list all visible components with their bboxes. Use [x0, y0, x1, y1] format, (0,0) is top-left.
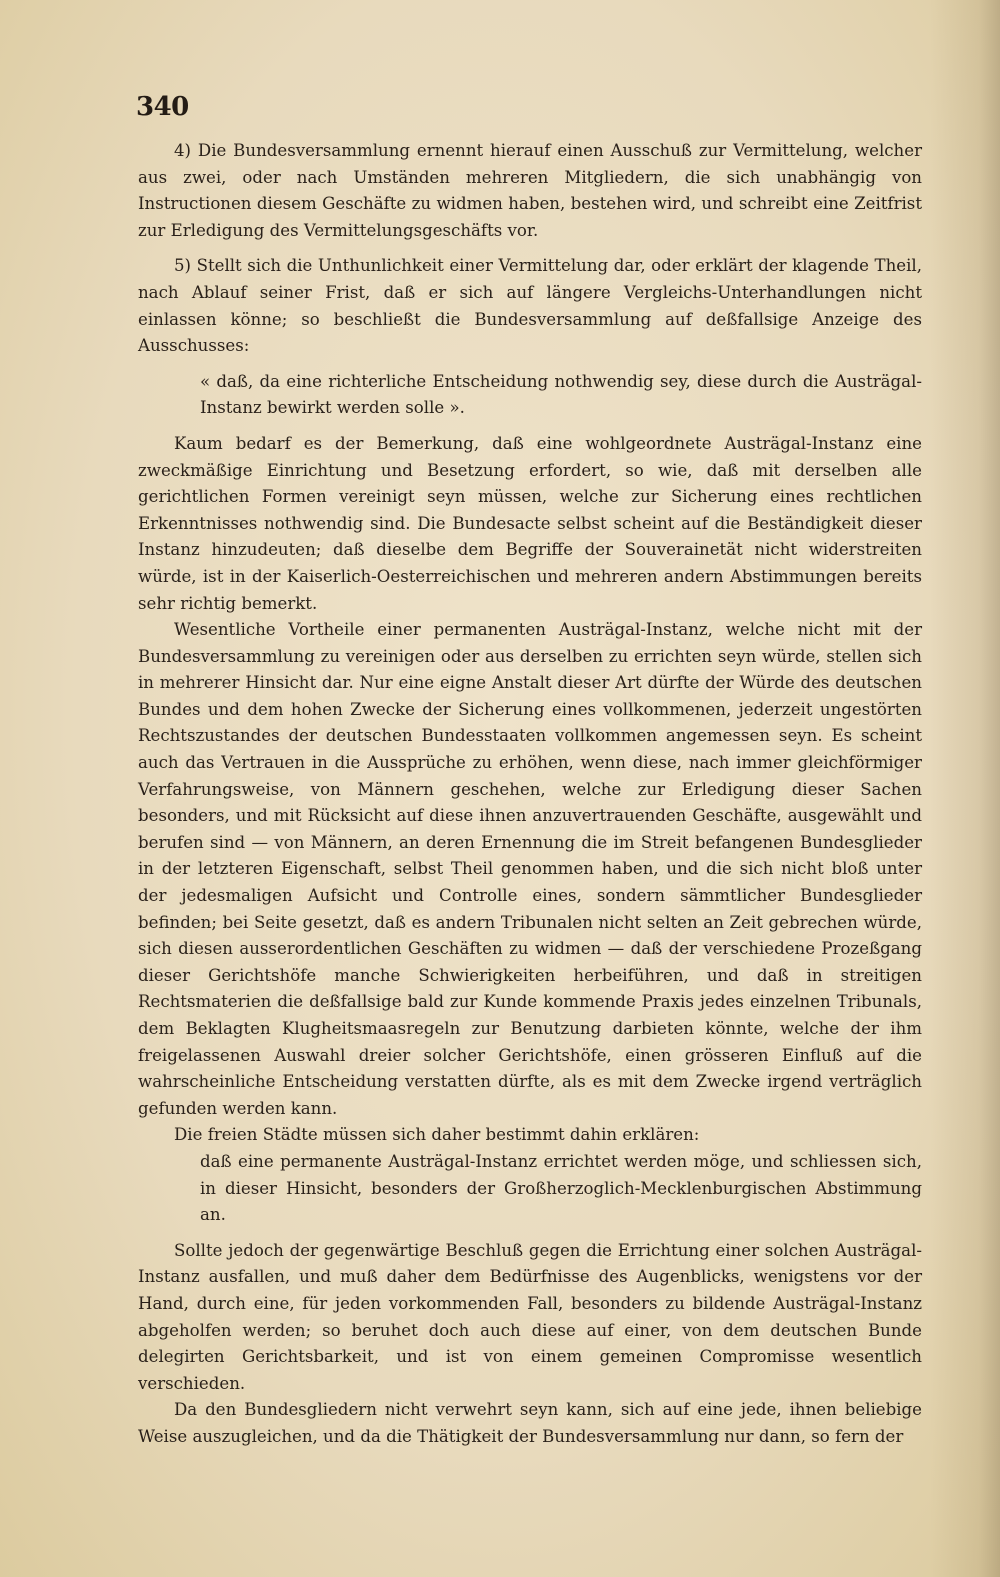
page-number: 340	[136, 92, 189, 122]
paragraph-remark: Kaum bedarf es der Bemerkung, daß eine wohlgeordnete Austrägal-Instanz eine zweckmäßige Einrichtung und Besetzung erfordert, so wie, daß mit derselben alle gerichtlichen Formen vereinigt seyn müssen, welche zur Sicherung eines rechtlichen Erkenntnisses nothwendig sind. Die Bundesacte selbst scheint auf die Beständigkeit dieser Instanz hinzudeuten; daß dieselbe dem Begriffe der Souverainetät nicht widerstreiten würde, ist in der Kaiserlich-Oesterreichischen und mehreren andern Abstimmungen bereits sehr richtig bemerkt.	[138, 433, 922, 613]
paragraph-item-4: 4) Die Bundesversammlung ernennt hierauf einen Ausschuß zur Vermittelung, welcher aus zwei, oder nach Umständen mehreren Mitgliedern, die sich unabhängig von Instructionen diesem Geschäfte zu widmen haben, bestehen wird, und schreibt eine Zeitfrist zur Erledigung des Vermittelungsgeschäfts vor.	[138, 141, 922, 240]
paragraph-alternative: Sollte jedoch der gegenwärtige Beschluß gegen die Errichtung einer solchen Austrägal-Instanz ausfallen, und muß daher dem Bedürfnisse des Augenblicks, wenigstens vor der Hand, durch eine, für jeden vorkommenden Fall, besonders zu bildende Austrägal-Instanz abgeholfen werden; so beruhet doch auch diese auf einer, von dem deutschen Bunde delegirten Gerichtsbarkeit, und ist von einem gemeinen Compromisse wesentlich verschieden.	[138, 1240, 922, 1393]
quoted-declaration: daß eine permanente Austrägal-Instanz errichtet werden möge, und schliessen sich, in dieser Hinsicht, besonders der Großherzoglich-Mecklenburgischen Abstimmung an.	[200, 1151, 922, 1225]
paragraph-item-5: 5) Stellt sich die Unthunlichkeit einer Vermittelung dar, oder erklärt der klagende Theil, nach Ablauf seiner Frist, daß er sich auf längere Vergleichs-Unterhandlungen nicht einlassen könne; so beschließt die Bundesversammlung auf deßfallsige Anzeige des Ausschusses:	[138, 256, 922, 356]
paragraph-declaration: Die freien Städte müssen sich daher bestimmt dahin erklären:	[174, 1125, 700, 1145]
paragraph-advantages: Wesentliche Vortheile einer permanenten Austrägal-Instanz, welche nicht mit der Bundesversammlung zu vereinigen oder aus derselben zu errichten seyn würde, stellen sich in mehrerer Hinsicht dar. Nur eine eigne Anstalt dieser Art dürfte der Würde des deutschen Bundes und dem hohen Zwecke der Sicherung eines vollkommenen, jederzeit ungestörten Rechtszustandes der deutschen Bundesstaaten vollkommen angemessen seyn. Es scheint auch das Vertrauen in die Aussprüche zu erhöhen, wenn diese, nach immer gleichförmiger Verfahrungsweise, von Männern geschehen, welche zur Erledigung dieser Sachen besonders, und mit Rücksicht auf diese ihnen anzuvertrauenden Geschäfte, ausgewählt und berufen sind — von Männern, an deren Ernennung die im Streit befangenen Bundesglieder in der letzteren Eigenschaft, selbst Theil genommen haben, und die sich nicht bloß unter der jedesmaligen Aufsicht und Controlle eines, sondern sämmtlicher Bundesglieder befinden; bei Seite gesetzt, daß es andern Tribunalen nicht selten an Zeit gebrechen würde, sich diesen ausserordentlichen Geschäften zu widmen — daß der verschiedene Prozeßgang dieser Gerichtshöfe manche Schwierigkeiten herbeiführen, und daß in streitigen Rechtsmaterien die deßfallsige bald zur Kunde kommende Praxis jedes einzelnen Tribunals, dem Beklagten Klugheitsmaasregeln zur Benutzung darbieten könnte, welche der ihm freigelassenen Auswahl dreier solcher Gerichtshöfe, einen grösseren Einfluß auf die wahrscheinliche Entscheidung verstatten dürfte, als es mit dem Zwecke irgend verträglich gefunden werden kann.	[138, 620, 922, 1118]
body-text	[138, 138, 922, 1451]
quoted-resolution: « daß, da eine richterliche Entscheidung nothwendig sey, diese durch die Austrägal-Instanz bewirkt werden solle ».	[200, 371, 922, 418]
paragraph-closing: Da den Bundesgliedern nicht verwehrt seyn kann, sich auf eine jede, ihnen beliebige Weise auszugleichen, und da die Thätigkeit der Bundesversammlung nur dann, so fern der	[138, 1400, 922, 1446]
page-edge-shadow	[930, 0, 1000, 1577]
